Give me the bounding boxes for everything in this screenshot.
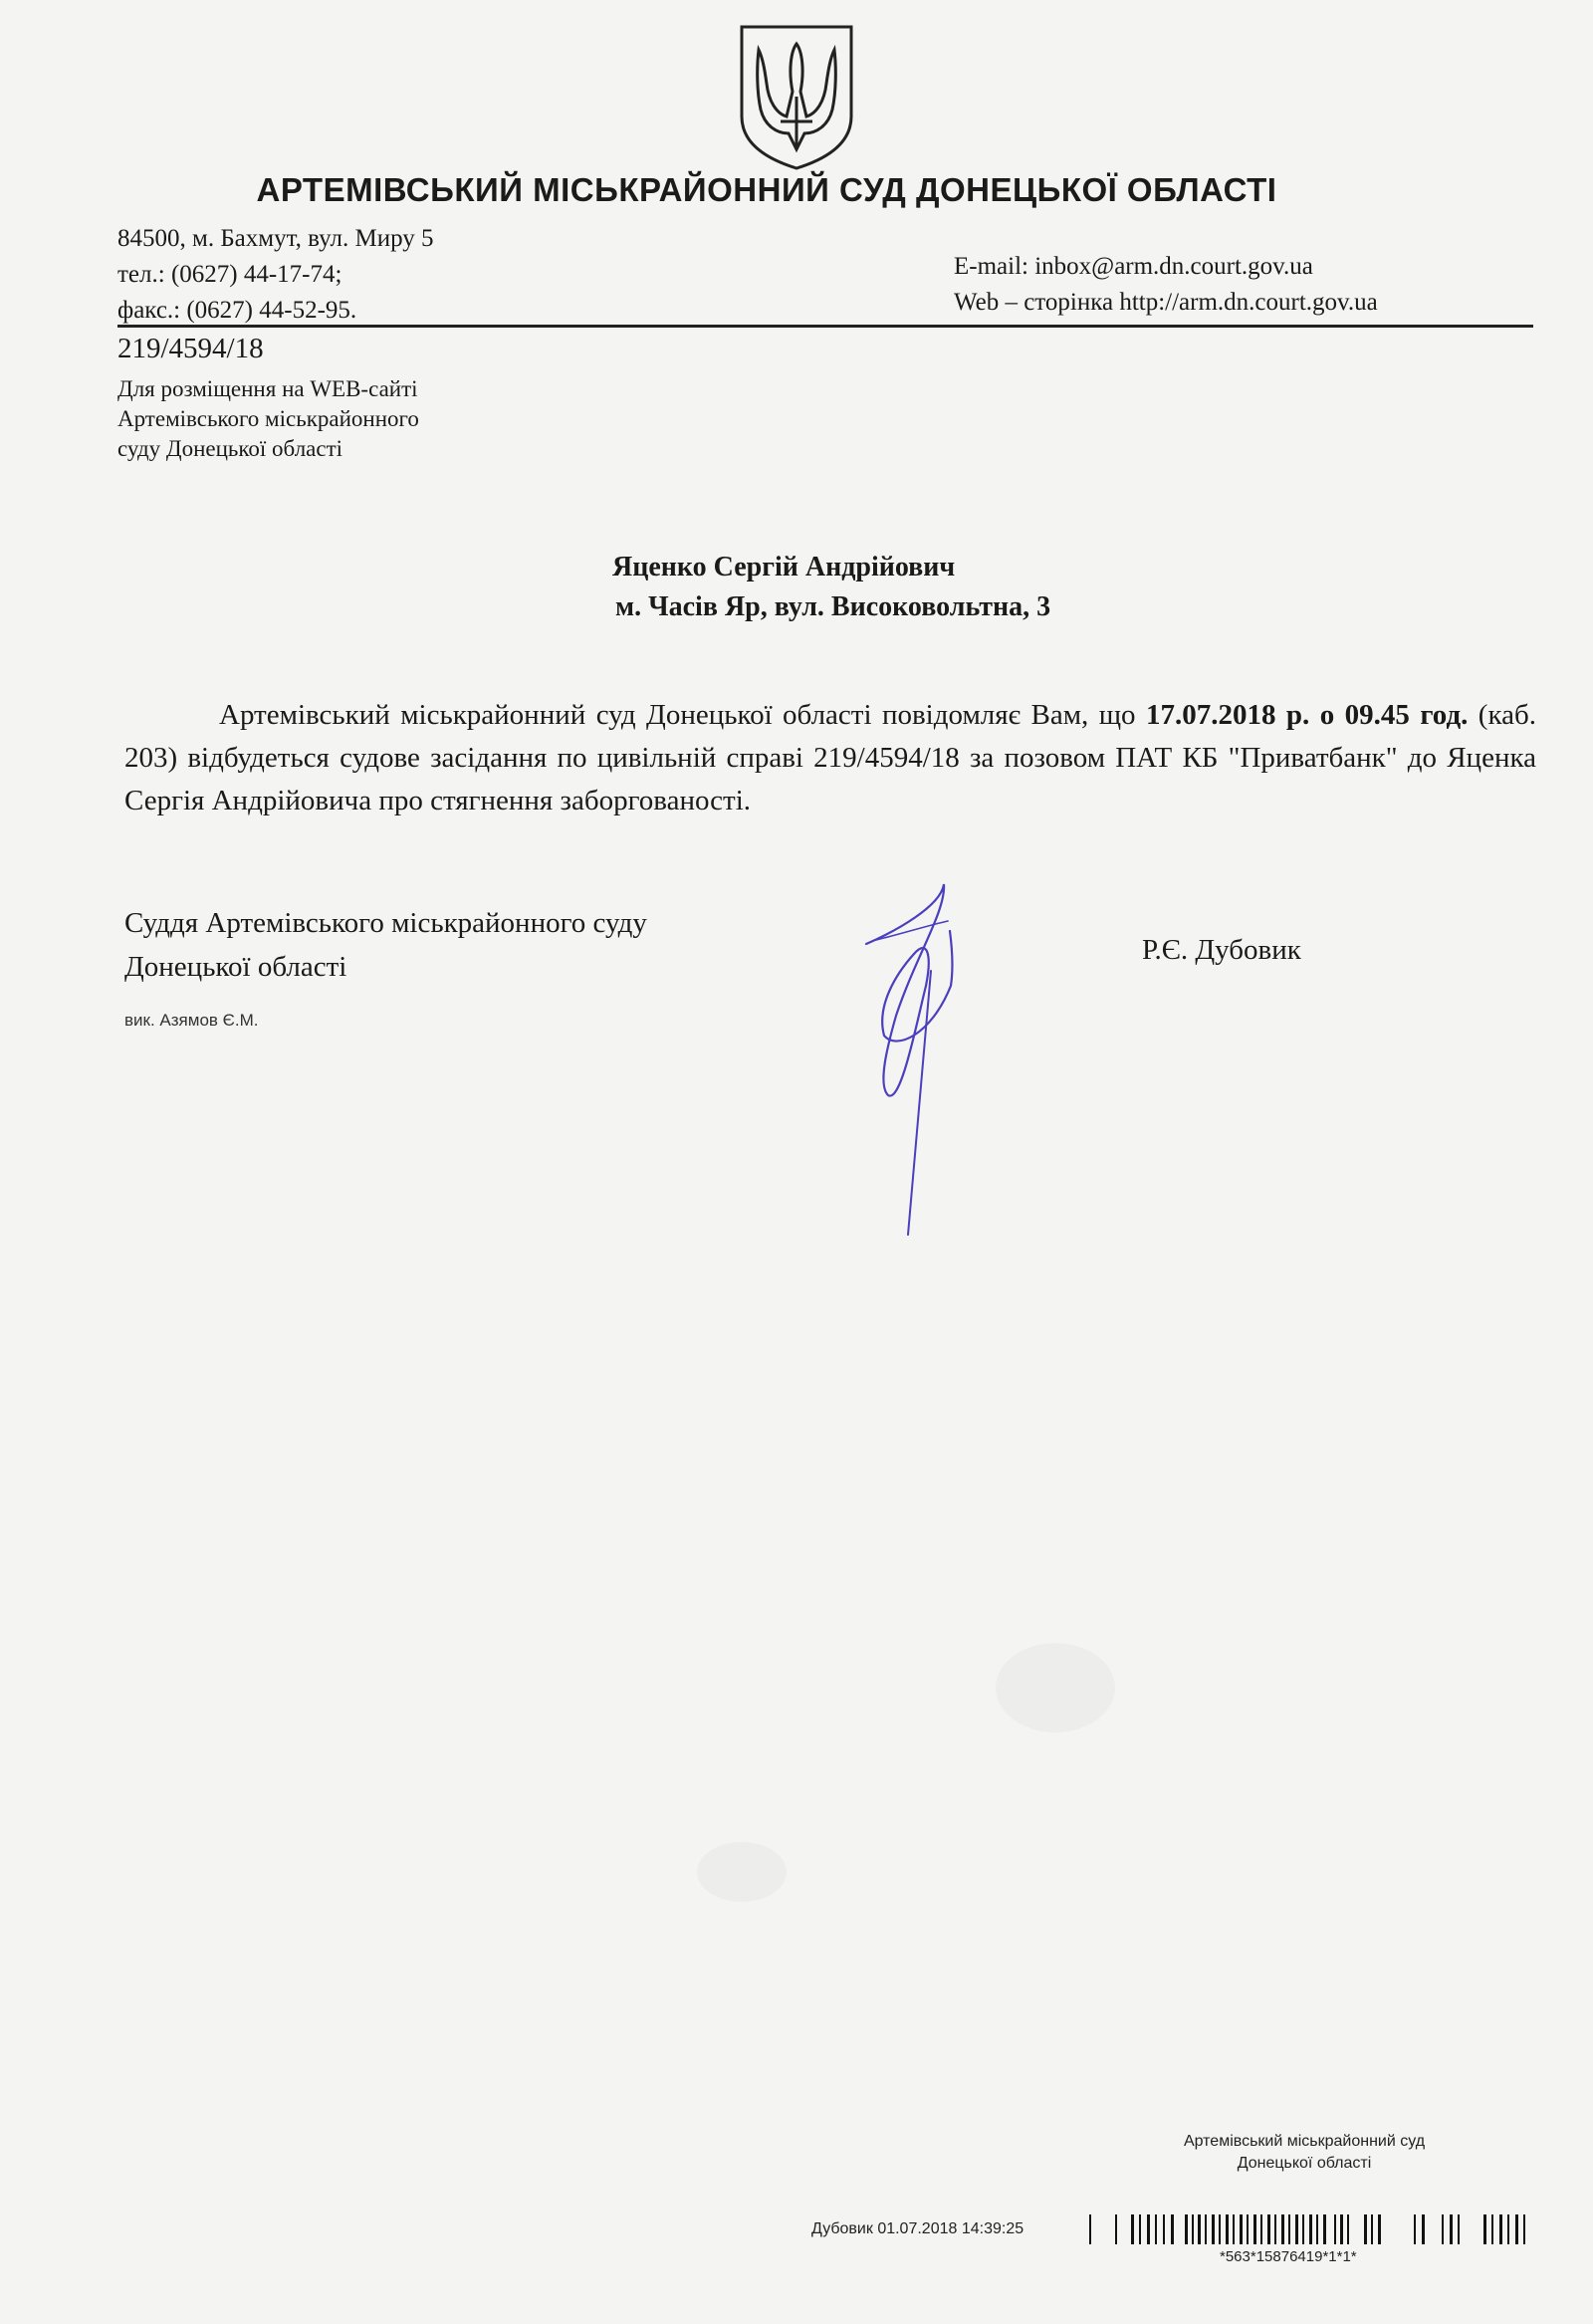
court-name-heading: АРТЕМІВСЬКИЙ МІСЬКРАЙОННИЙ СУД ДОНЕЦЬКОЇ ОБЛАСТІ: [256, 171, 1277, 208]
court-fax: факс.: (0627) 44-52-95.: [117, 297, 357, 324]
judge-name: Р.Є. Дубовик: [1142, 934, 1301, 966]
recipient-name: Яценко Сергій Андрійович: [612, 552, 956, 582]
judge-position-line: Суддя Артемівського міськрайонного суду: [124, 907, 647, 939]
handwritten-signature: [856, 876, 996, 1245]
stamp-court: [1170, 2131, 1439, 2175]
case-number: 219/4594/18: [117, 333, 264, 364]
court-contacts-left: [117, 221, 434, 329]
notice-text: (каб. 203) відбудеться судове засідання по цивільній справі 219/4594/18 за позовом ПАТ КБ "Приватбанк" до Яценка Сергія Андрійовича про стягнення заборгованості.: [124, 699, 1536, 816]
notice-body: [124, 694, 1536, 822]
judge-position: [124, 901, 647, 989]
document-barcode: [1085, 2212, 1553, 2246]
court-address: 84500, м. Бахмут, вул. Миру 5: [117, 225, 434, 252]
paper-smudge: [697, 1842, 787, 1902]
stamp-court-line: Артемівський міськрайонний суд: [1183, 2133, 1426, 2150]
notice-text: Артемівський міськрайонний суд Донецької області повідомляє Вам, що: [219, 699, 1146, 731]
paper-smudge: [996, 1643, 1115, 1733]
placement-note: [117, 374, 419, 464]
placement-note-line: суду Донецької області: [117, 436, 343, 461]
hearing-date-time: 17.07.2018 р. о 09.45 год.: [1145, 699, 1469, 731]
placement-note-line: Артемівського міськрайонного: [117, 406, 419, 431]
court-website: Web – сторінка http://arm.dn.court.gov.ua: [954, 289, 1378, 316]
recipient-address: м. Часів Яр, вул. Високовольтна, 3: [615, 591, 1051, 622]
judge-position-line: Донецької області: [124, 951, 347, 983]
recipient-block: [612, 548, 1050, 627]
placement-note-line: Для розміщення на WEB-сайті: [117, 376, 418, 401]
executor-note: вик. Азямов Є.М.: [124, 1011, 259, 1030]
header-divider: [117, 325, 1533, 328]
stamp-signed-by: Дубовик 01.07.2018 14:39:25: [811, 2220, 1024, 2237]
ukraine-trident-emblem-icon: [737, 22, 856, 171]
court-email: E-mail: inbox@arm.dn.court.gov.ua: [954, 253, 1313, 280]
barcode-number: *563*15876419*1*1*: [1220, 2248, 1357, 2265]
court-contacts-right: [954, 249, 1378, 321]
stamp-court-line: Донецької області: [1237, 2155, 1372, 2172]
court-phone: тел.: (0627) 44-17-74;: [117, 261, 342, 288]
